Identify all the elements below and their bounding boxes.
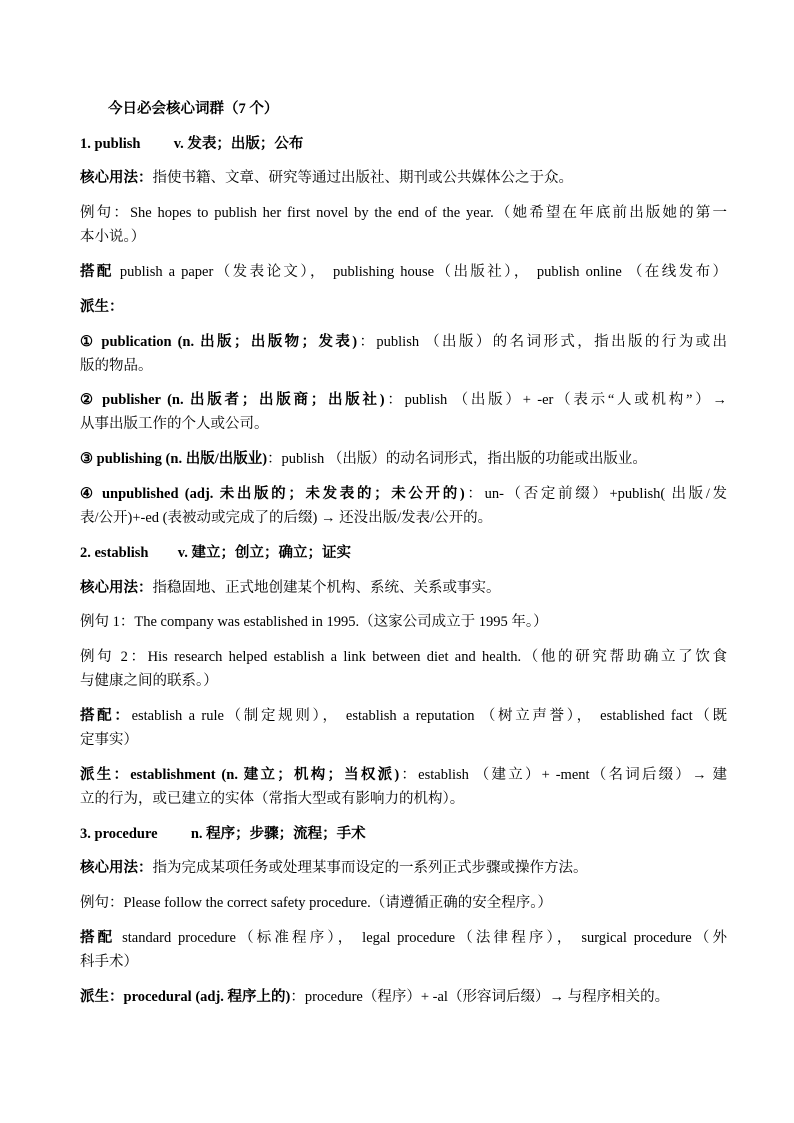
- usage-line: [80, 578, 501, 598]
- example-line: 例句 2：His research helped establish a link between diet and health.（他的研究帮助确立了饮食: [80, 649, 727, 665]
- entry-word: 1. publish: [80, 136, 141, 152]
- entry-definition: n. 程序；步骤；流程；手术: [190, 826, 366, 842]
- derivation-line: [80, 332, 727, 352]
- usage-line: [80, 168, 573, 188]
- page-title: 今日必会核心词群（7 个）: [108, 101, 279, 117]
- derivation-line: 表/公开)+-ed (表被动或完成了的后缀) → 还没出版/发表/公开的。: [80, 510, 493, 526]
- derivation-head: procedural (adj. 程序上的): [123, 989, 291, 1005]
- derivation-text: ：publish （出版）的动名词形式，指出版的功能或出版业。: [267, 451, 647, 467]
- usage-text: 指稳固地、正式地创建某个机构、系统、关系或事实。: [152, 580, 501, 596]
- usage-label: 核心用法：: [80, 860, 153, 876]
- example-line: 例句：She hopes to publish her first novel by the end of the year.（她希望在年底前出版她的第一: [80, 205, 727, 221]
- derivation-line: [80, 449, 647, 469]
- entry-definition: v. 建立；创立；确立；证实: [177, 545, 351, 561]
- collocation-line: [80, 706, 727, 726]
- usage-label: 核心用法：: [80, 580, 153, 596]
- derivation-line: [80, 765, 727, 785]
- derivation-line: 立的行为，或已建立的实体（常指大型或有影响力的机构）。: [80, 791, 465, 807]
- collocation-label: 搭配：: [80, 708, 132, 724]
- derivation-line: [80, 484, 727, 504]
- collocation-line: 定事实）: [80, 732, 138, 748]
- example-line: 例句：Please follow the correct safety procedure.（请遵循正确的安全程序。）: [80, 895, 552, 911]
- usage-line: [80, 858, 588, 878]
- derivation-text: ：establish （建立）+ -ment（名词后缀）→ 建: [399, 767, 727, 783]
- example-line: 本小说。）: [80, 229, 146, 245]
- entry-definition: v. 发表；出版；公布: [173, 136, 304, 152]
- collocation-label: 搭配: [80, 264, 114, 280]
- derivation-label: 派生：: [80, 989, 124, 1005]
- entry-heading: [80, 134, 303, 154]
- derivation-head: ① publication (n. 出版；出版物；发表): [80, 334, 358, 350]
- usage-text: 指为完成某项任务或处理某事而设定的一系列正式步骤或操作方法。: [152, 860, 588, 876]
- usage-text: 指使书籍、文章、研究等通过出版社、期刊或公共媒体公之于众。: [152, 170, 573, 186]
- derivation-line: [80, 987, 669, 1007]
- derivation-text: ：un-（否定前缀）+publish( 出版/发: [464, 486, 728, 502]
- derivation-text: ：procedure（程序）+ -al（形容词后缀）→ 与程序相关的。: [290, 989, 670, 1005]
- derivation-head: establishment (n. 建立；机构；当权派): [130, 767, 400, 783]
- collocation-text: publish a paper（发表论文）， publishing house（出版社）， publish online （在线发布）: [113, 264, 727, 280]
- derivation-head: ③ publishing (n. 出版/出版业): [80, 451, 268, 467]
- entry-word: 3. procedure: [80, 826, 158, 842]
- example-line: 与健康之间的联系。）: [80, 673, 218, 689]
- derivation-head: ② publisher (n. 出版者；出版商；出版社): [80, 392, 385, 408]
- derivation-line: 从事出版工作的个人或公司。: [80, 416, 269, 432]
- derivation-head: ④ unpublished (adj. 未出版的；未发表的；未公开的): [80, 486, 465, 502]
- derivation-label: 派生：: [80, 299, 124, 315]
- derivation-label: 派生：: [80, 767, 131, 783]
- entry-heading: [80, 824, 366, 844]
- derivation-line: [80, 390, 727, 410]
- collocation-label: 搭配: [80, 930, 116, 946]
- example-line: 例句 1：The company was established in 1995.（这家公司成立于 1995 年。）: [80, 614, 548, 630]
- usage-label: 核心用法：: [80, 170, 153, 186]
- collocation-text: establish a rule（制定规则）， establish a reputation （树立声誉）， established fact（既: [131, 708, 728, 724]
- entry-word: 2. establish: [80, 545, 149, 561]
- collocation-line: [80, 928, 727, 948]
- collocation-text: standard procedure（标准程序）， legal procedure（法律程序）， surgical procedure（外: [115, 930, 727, 946]
- collocation-line: 科手术）: [80, 954, 138, 970]
- derivation-text: ：publish （出版）+ -er（表示“人或机构”）→: [384, 392, 727, 408]
- derivation-line: 版的物品。: [80, 358, 153, 374]
- entry-heading: [80, 543, 351, 563]
- derivation-text: ：publish （出版）的名词形式，指出版的行为或出: [357, 334, 728, 350]
- collocation-line: [80, 262, 727, 282]
